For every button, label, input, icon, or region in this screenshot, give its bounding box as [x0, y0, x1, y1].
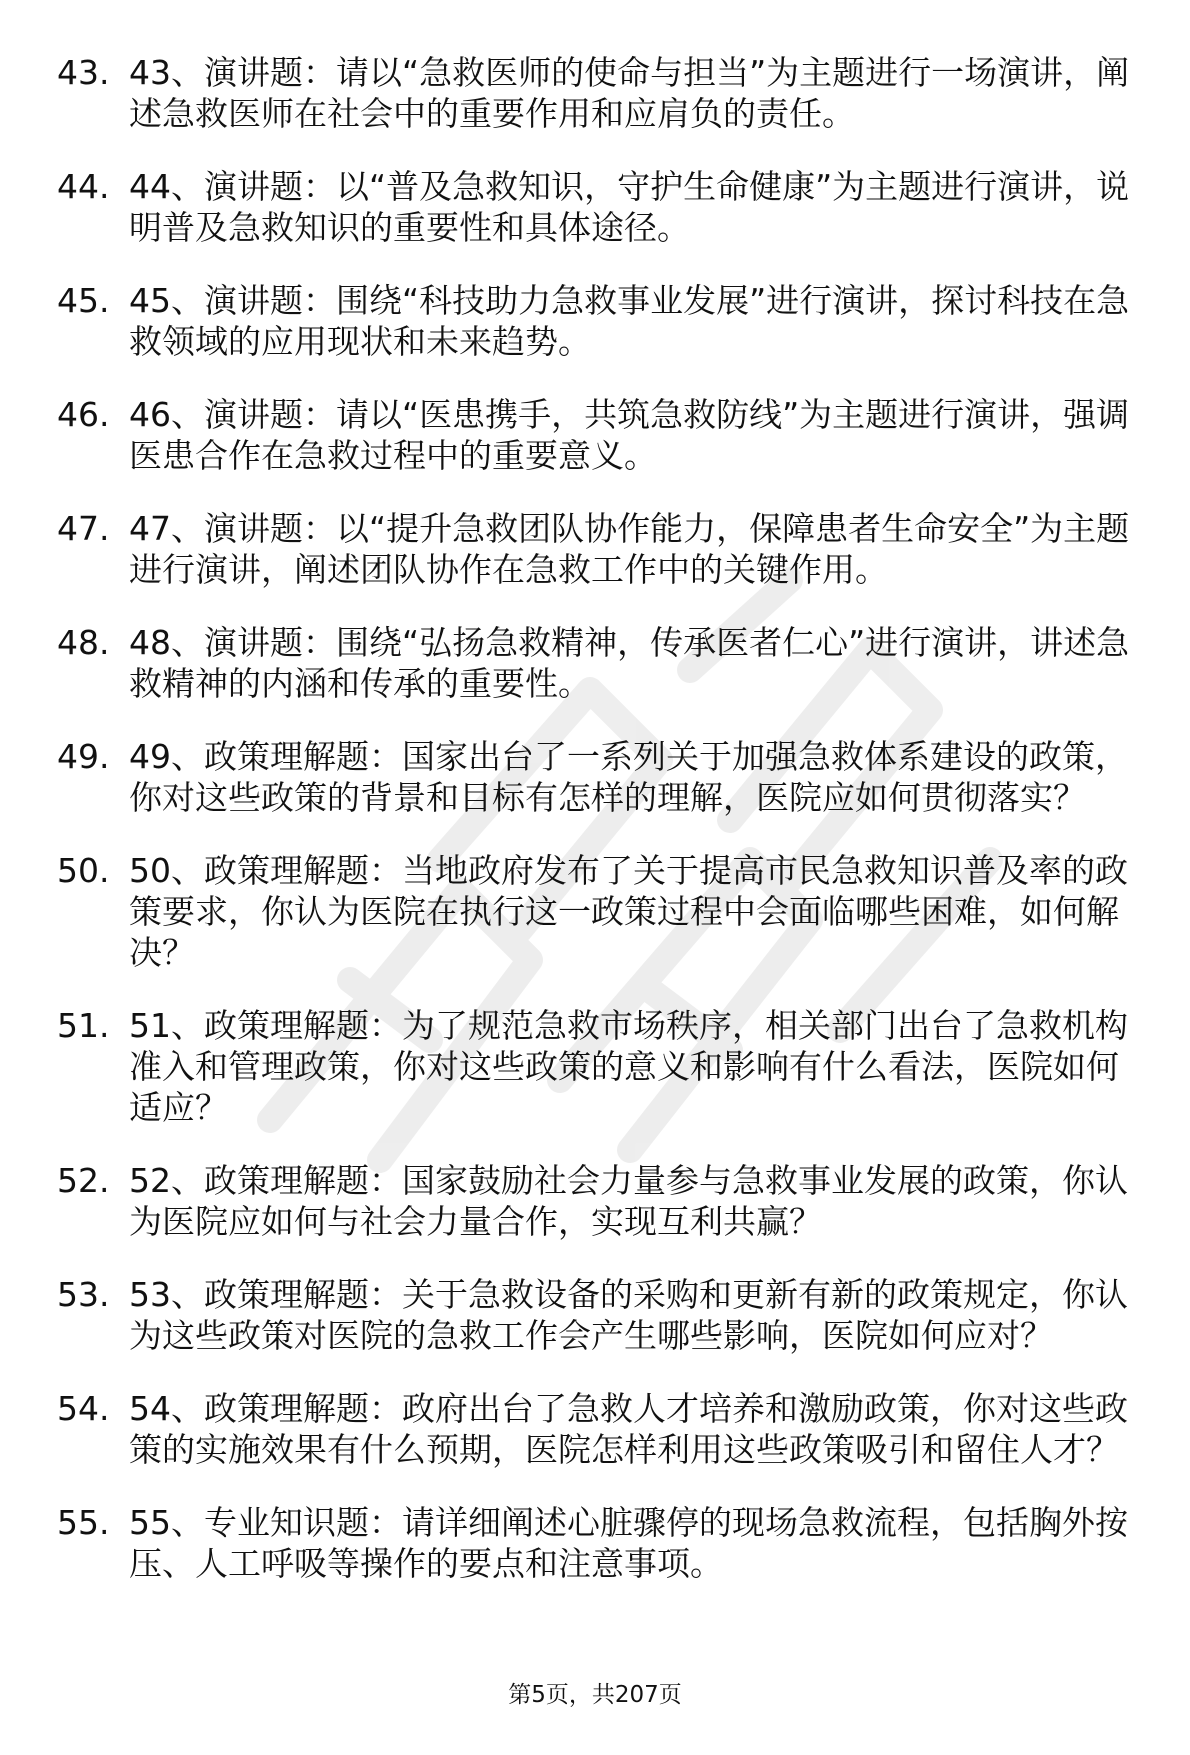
- list-item-number: 51.: [57, 1006, 110, 1045]
- question-list-container: [57, 52, 1147, 1616]
- list-item: [57, 1005, 1147, 1128]
- list-item: [57, 394, 1147, 476]
- list-item-text: 51、政策理解题：为了规范急救市场秩序，相关部门出台了急救机构准入和管理政策，你对这些政策的意义和影响有什么看法，医院如何适应？: [129, 1006, 1128, 1127]
- list-item-text: 55、专业知识题：请详细阐述心脏骤停的现场急救流程，包括胸外按压、人工呼吸等操作的要点和注意事项。: [129, 1503, 1128, 1583]
- list-item: [57, 1502, 1147, 1584]
- list-item: [57, 1160, 1147, 1242]
- list-item-text: 52、政策理解题：国家鼓励社会力量参与急救事业发展的政策，你认为医院应如何与社会力量合作，实现互利共赢？: [129, 1161, 1128, 1241]
- list-item: [57, 52, 1147, 134]
- list-item-number: 47.: [57, 509, 110, 548]
- list-item-text: 54、政策理解题：政府出台了急救人才培养和激励政策，你对这些政策的实施效果有什么预期，医院怎样利用这些政策吸引和留住人才？: [129, 1389, 1128, 1469]
- list-item-text: 46、演讲题：请以“医患携手，共筑急救防线”为主题进行演讲，强调医患合作在急救过程中的重要意义。: [129, 395, 1130, 475]
- list-item: [57, 166, 1147, 248]
- list-item: [57, 1388, 1147, 1470]
- list-item-number: 43.: [57, 53, 110, 92]
- list-item-text: 53、政策理解题：关于急救设备的采购和更新有新的政策规定，你认为这些政策对医院的急救工作会产生哪些影响，医院如何应对？: [129, 1275, 1128, 1355]
- list-item-text: 47、演讲题：以“提升急救团队协作能力，保障患者生命安全”为主题进行演讲，阐述团队协作在急救工作中的关键作用。: [129, 509, 1130, 589]
- question-list: [57, 52, 1147, 1584]
- list-item: [57, 508, 1147, 590]
- list-item-text: 43、演讲题：请以“急救医师的使命与担当”为主题进行一场演讲，阐述急救医师在社会中的重要作用和应肩负的责任。: [129, 53, 1130, 133]
- list-item-text: 49、政策理解题：国家出台了一系列关于加强急救体系建设的政策，你对这些政策的背景和目标有怎样的理解，医院应如何贯彻落实？: [129, 737, 1128, 817]
- page-number-label: 第5页，共207页: [508, 1682, 682, 1708]
- list-item: [57, 622, 1147, 704]
- list-item-number: 55.: [57, 1503, 110, 1542]
- list-item-number: 45.: [57, 281, 110, 320]
- list-item-number: 52.: [57, 1161, 110, 1200]
- list-item: [57, 280, 1147, 362]
- list-item: [57, 1274, 1147, 1356]
- page-footer: [0, 1680, 1190, 1710]
- list-item-number: 44.: [57, 167, 110, 206]
- list-item-text: 50、政策理解题：当地政府发布了关于提高市民急救知识普及率的政策要求，你认为医院在执行这一政策过程中会面临哪些困难，如何解决？: [129, 851, 1128, 972]
- list-item-number: 49.: [57, 737, 110, 776]
- list-item: [57, 850, 1147, 973]
- list-item-text: 48、演讲题：围绕“弘扬急救精神，传承医者仁心”进行演讲，讲述急救精神的内涵和传承的重要性。: [129, 623, 1130, 703]
- list-item-number: 54.: [57, 1389, 110, 1428]
- list-item-text: 45、演讲题：围绕“科技助力急救事业发展”进行演讲，探讨科技在急救领域的应用现状和未来趋势。: [129, 281, 1130, 361]
- list-item-text: 44、演讲题：以“普及急救知识，守护生命健康”为主题进行演讲，说明普及急救知识的重要性和具体途径。: [129, 167, 1130, 247]
- list-item-number: 48.: [57, 623, 110, 662]
- list-item-number: 50.: [57, 851, 110, 890]
- list-item: [57, 736, 1147, 818]
- list-item-number: 46.: [57, 395, 110, 434]
- list-item-number: 53.: [57, 1275, 110, 1314]
